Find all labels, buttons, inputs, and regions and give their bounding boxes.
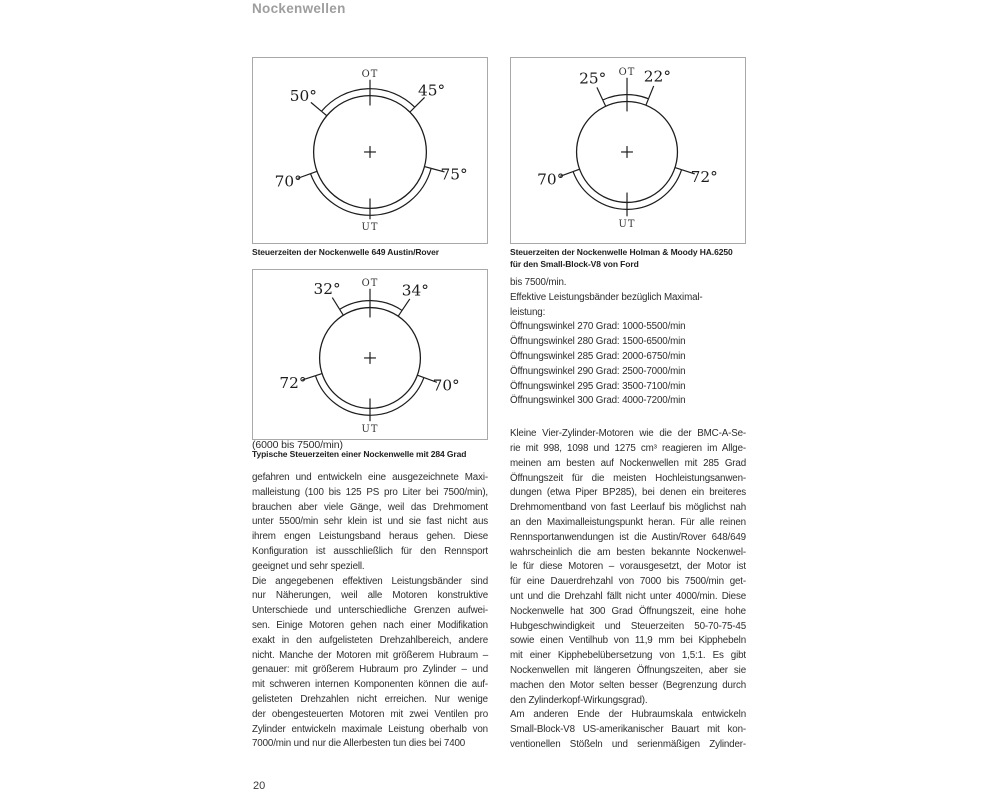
cam-timing-diagram	[511, 58, 745, 243]
caption-line: Steuerzeiten der Nockenwelle Holman & Moody HA.6250	[510, 247, 733, 257]
text-line: Öffnungswinkel 280 Grad: 1500-6500/min	[510, 336, 686, 348]
arc-end-tick	[603, 100, 606, 106]
text-line: 7000/min und nur die Allerbesten tun dies bei 7400	[252, 738, 466, 750]
angle-label-top-left: 25°	[579, 69, 607, 88]
angle-label-bottom-left: 70°	[537, 170, 565, 189]
text-line: bis 7500/min.	[510, 277, 567, 288]
text-line: an den Maximalleistungspunkt heran. Für alle reinen	[510, 516, 746, 528]
caption-line: Typische Steuerzeiten einer Nockenwelle mit 284 Grad	[252, 449, 467, 459]
arc-end-tick	[424, 167, 431, 169]
angle-label-bottom-right: 70°	[432, 376, 460, 395]
text-line: gelisteten Drehzahlen nicht erreichen. Nur wenige	[252, 693, 488, 705]
page-number: 20	[253, 780, 266, 792]
angle-label-top-right: 45°	[417, 81, 446, 100]
label-leader-line	[332, 298, 339, 310]
figure-caption-holman-moody	[510, 246, 760, 270]
text-line: nicht. Manche der Motoren mit größerem Hubraum –	[252, 649, 488, 661]
text-line: Nockenwelle hat 300 Grad Öffnungszeit, eine hohe	[510, 605, 746, 617]
angle-label-top-right: 22°	[643, 67, 671, 86]
text-line: malleistung (100 bis 125 PS pro Liter bei 7500/min),	[252, 486, 488, 498]
arc-end-tick	[573, 169, 580, 171]
body-text-left-column	[252, 471, 488, 752]
text-line: Öffnungszeit für die meisten Hochleistungsanwen-	[510, 472, 746, 484]
text-line: der obengesteuerten Motoren mit zwei Ventilen pro	[252, 708, 488, 720]
text-line: le für diese Motoren – vorausgesetzt, der Motor ist	[510, 561, 746, 573]
figure-cam-timing-284-grad	[252, 269, 488, 440]
text-line: genauer: mit größerem Hubraum pro Zylinder – und	[252, 664, 488, 676]
angle-label-bottom-right: 72°	[690, 167, 718, 186]
cam-timing-diagram	[253, 270, 487, 439]
angle-label-bottom-left: 70°	[274, 172, 302, 191]
text-line: den Zylinderkopf-Wirkungsgrad).	[510, 694, 648, 706]
text-line: Konfiguration ist ausschließlich für den Rennsport	[252, 545, 488, 557]
text-line: Die angegebenen effektiven Leistungsbänder sind	[252, 575, 488, 587]
text-line: Öffnungswinkel 295 Grad: 3500-7100/min	[510, 380, 686, 392]
arc-end-tick	[315, 374, 322, 376]
angle-label-top-right: 34°	[401, 281, 429, 300]
arc-end-tick	[675, 168, 682, 170]
figure-note-rpm-range: (6000 bis 7500/min)	[252, 439, 343, 451]
text-line: für eine Dauerdrehzahl von 7000 bis 7500/min get-	[510, 576, 746, 588]
label-leader-line	[402, 299, 410, 310]
text-line: Nockenwellen mit längeren Öffnungszeiten, aber sie	[510, 664, 746, 676]
paragraph-block	[510, 276, 746, 409]
text-line: Rennsportanwendungen ist die Austin/Rover 648/649	[510, 531, 746, 543]
paragraph-block	[510, 427, 746, 708]
arc-end-tick	[311, 171, 318, 173]
text-line: nur Näherungen, weil alle Motoren konstruktive	[252, 590, 488, 602]
body-text-right-column	[510, 276, 746, 753]
ut-label: UT	[361, 222, 379, 234]
text-line: Öffnungswinkel 285 Grad: 2000-6750/min	[510, 350, 686, 362]
figure-cam-timing-austin-rover	[252, 57, 488, 244]
overlap-arc-top	[340, 301, 402, 311]
text-line: geeignet und sehr speziell.	[252, 560, 365, 572]
angle-label-bottom-right: 75°	[440, 165, 468, 184]
arc-end-tick	[398, 310, 402, 316]
text-line: machen den Motor selten besser (Begrenzung durch	[510, 679, 746, 691]
text-line: Öffnungswinkel 290 Grad: 2500-7000/min	[510, 365, 686, 377]
paragraph-block	[252, 575, 488, 753]
text-line: meinen am besten auf Nockenwellen mit 285 Grad	[510, 457, 746, 469]
text-line: brauchen aber viele Gänge, weil das Drehmoment	[252, 501, 488, 513]
caption-line: Steuerzeiten der Nockenwelle 649 Austin/Rover	[252, 247, 439, 257]
text-line: Effektive Leistungsbänder bezüglich Maximal-	[510, 291, 703, 303]
text-line: Drehmomentband von fast Leerlauf bis möglichst nah	[510, 502, 746, 514]
arc-end-tick	[321, 111, 326, 115]
caption-line: für den Small-Block-V8 von Ford	[510, 259, 639, 269]
text-line: gefahren und entwickeln eine ausgezeichnete Maxi-	[252, 472, 488, 483]
angle-label-top-left: 32°	[313, 280, 341, 299]
text-line: sowie einen Ventilhub von 11,9 mm bei Kipphebeln	[510, 635, 746, 647]
text-line: Zylinder entwickeln maximale Leistung oberhalb von	[252, 723, 488, 735]
text-line: Öffnungswinkel 300 Grad: 4000-7200/min	[510, 395, 686, 407]
text-line: mit einer Kipphebelübersetzung von 1,5:1. Es gibt	[510, 650, 746, 662]
ut-label: UT	[361, 424, 379, 436]
label-leader-line	[649, 86, 654, 99]
text-line: Small-Block-V8 US-amerikanischer Bauart mit kon-	[510, 724, 746, 736]
text-line: sen. Einige Motoren gehen nach einer Modifikation	[252, 619, 488, 631]
figure-caption-284-grad	[252, 448, 502, 460]
arc-end-tick	[417, 375, 424, 377]
text-line: dungen (etwa Piper BP285), bei denen ein breiteres	[510, 487, 746, 499]
arc-end-tick	[410, 107, 415, 112]
angle-label-top-left: 50°	[289, 86, 317, 105]
paragraph-block	[252, 471, 488, 575]
text-line: ihrem engen Leistungsband heraus gehen. Diese	[252, 531, 488, 543]
angle-label-bottom-left: 72°	[279, 373, 307, 392]
text-line: Hubgeschwindigkeit und Steuerzeiten 50-70-75-45	[510, 620, 746, 632]
cam-timing-diagram	[253, 58, 487, 243]
figure-caption-austin-rover	[252, 246, 502, 258]
overlap-arc-top	[603, 95, 649, 100]
figure-cam-timing-holman-moody	[510, 57, 746, 244]
label-leader-line	[597, 87, 603, 100]
arc-end-tick	[340, 309, 344, 315]
text-line: Unterschiede und unterschiedliche Grenzen aufwei-	[252, 605, 488, 617]
text-line: exakt in den aufgelisteten Drehzahlbereich, andere	[252, 634, 488, 646]
text-line: wahrscheinlich die am besten bekannte Nockenwel-	[510, 546, 746, 558]
text-line: Kleine Vier-Zylinder-Motoren wie die der BMC-A-Se-	[510, 428, 746, 440]
text-line: unter 5500/min sehr klein ist und sie fast nicht aus	[252, 516, 488, 528]
ot-label: OT	[361, 277, 379, 289]
text-line: mit schweren internen Komponenten können die auf-	[252, 679, 488, 691]
ot-label: OT	[361, 68, 379, 80]
arc-end-tick	[646, 99, 649, 105]
text-line: unt und die Drehzahl fällt nicht unter 4000/min. Diese	[510, 590, 746, 602]
paragraph-block	[510, 708, 746, 752]
text-line: leistung:	[510, 306, 546, 318]
text-line: Öffnungswinkel 270 Grad: 1000-5500/min	[510, 321, 686, 333]
text-line: ventionellen Stößeln und serienmäßigen Zylinder-	[510, 738, 746, 750]
ut-label: UT	[618, 219, 636, 231]
text-line: Am anderen Ende der Hubraumskala entwickeln	[510, 709, 746, 721]
ot-label: OT	[618, 66, 636, 78]
text-line: rie mit 998, 1098 und 1275 cm³ reagieren im Allge-	[510, 442, 746, 454]
page-header: Nockenwellen	[252, 1, 346, 16]
